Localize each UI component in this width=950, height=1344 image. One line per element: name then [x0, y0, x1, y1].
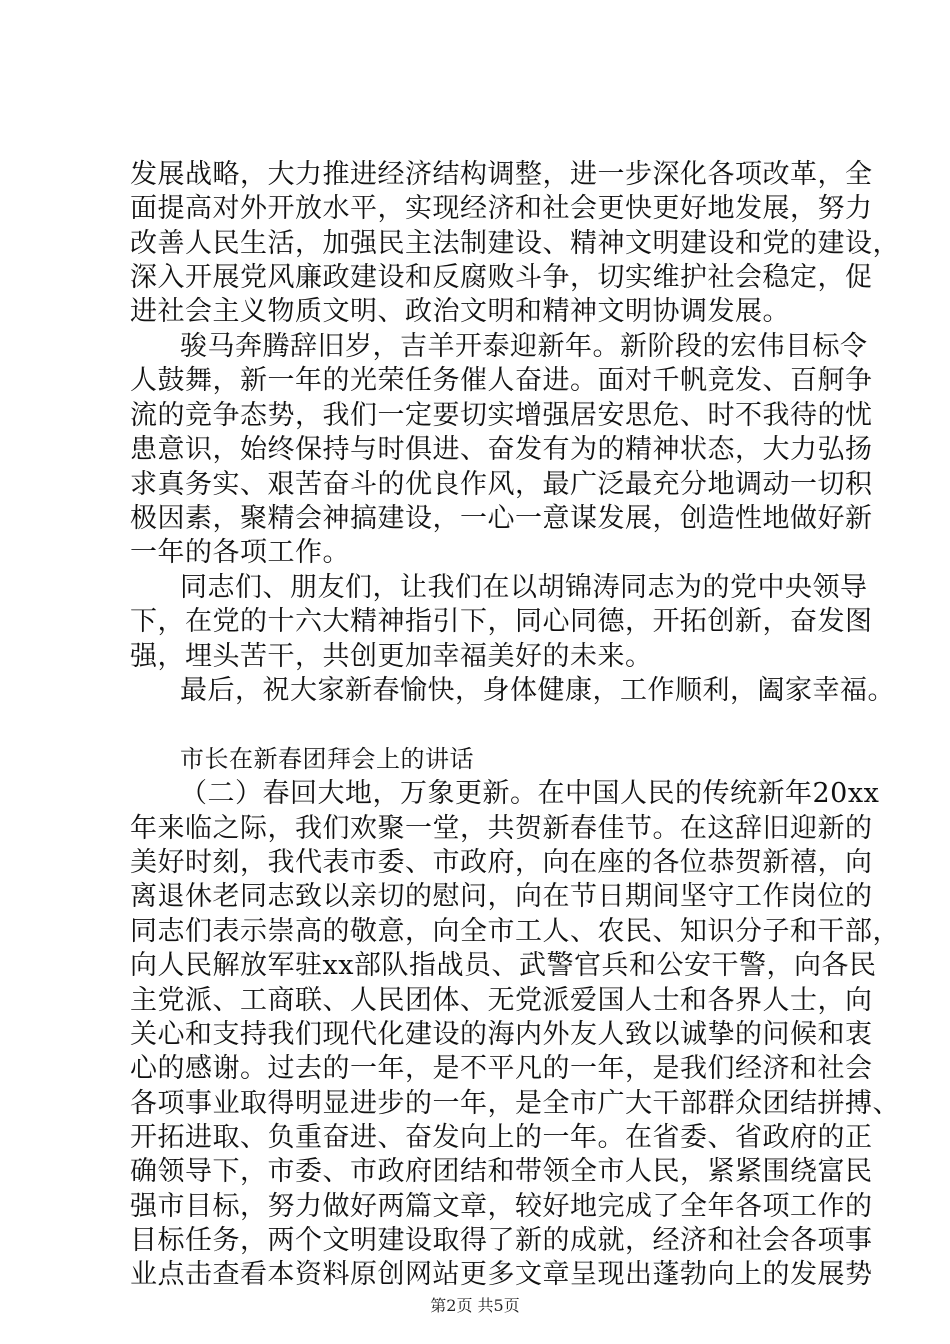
paragraph-line: 极因素，聚精会神搞建设，一心一意谋发展，创造性地做好新	[130, 503, 873, 534]
paragraph-line: 美好时刻，我代表市委、市政府，向在座的各位恭贺新禧，向	[130, 847, 873, 878]
paragraph-line: 骏马奔腾辞旧岁，吉羊开泰迎新年。新阶段的宏伟目标令	[180, 331, 868, 362]
paragraph-line: 改善人民生活，加强民主法制建设、精神文明建设和党的建设，	[130, 228, 900, 259]
paragraph-line: 流的竞争态势，我们一定要切实增强居安思危、时不我待的忧	[130, 400, 873, 431]
paragraph-line: 最后，祝大家新春愉快，身体健康，工作顺利，阖家幸福。	[180, 675, 895, 706]
paragraph-line: 面提高对外开放水平，实现经济和社会更快更好地发展，努力	[130, 193, 873, 224]
paragraph-line: 各项事业取得明显进步的一年，是全市广大干部群众团结拼搏、	[130, 1088, 900, 1119]
paragraph-line: 心的感谢。过去的一年，是不平凡的一年，是我们经济和社会	[130, 1053, 873, 1084]
paragraph-line: 求真务实、艰苦奋斗的优良作风，最广泛最充分地调动一切积	[130, 469, 873, 500]
paragraph-line: 强市目标，努力做好两篇文章，较好地完成了全年各项工作的	[130, 1191, 873, 1222]
paragraph-line: 发展战略，大力推进经济结构调整，进一步深化各项改革，全	[130, 159, 873, 190]
paragraph-line: 下，在党的十六大精神指引下，同心同德，开拓创新，奋发图	[130, 606, 873, 637]
paragraph-line: 关心和支持我们现代化建设的海内外友人致以诚挚的问候和衷	[130, 1019, 873, 1050]
paragraph-line: 主党派、工商联、人民团体、无党派爱国人士和各界人士，向	[130, 985, 873, 1016]
paragraph-line: 年来临之际，我们欢聚一堂，共贺新春佳节。在这辞旧迎新的	[130, 813, 873, 844]
paragraph-line: 强，埋头苦干，共创更加幸福美好的未来。	[130, 641, 653, 672]
paragraph-line: 一年的各项工作。	[130, 537, 350, 568]
paragraph-line: 离退休老同志致以亲切的慰问，向在节日期间坚守工作岗位的	[130, 881, 873, 912]
paragraph-line: 同志们表示崇高的敬意，向全市工人、农民、知识分子和干部，	[130, 916, 900, 947]
paragraph-line: 业点击查看本资料原创网站更多文章呈现出蓬勃向上的发展势	[130, 1259, 873, 1290]
page-number: 第2页 共5页	[430, 1296, 520, 1315]
paragraph-line: 向人民解放军驻xx部队指战员、武警官兵和公安干警，向各民	[130, 950, 877, 981]
paragraph-line: 目标任务，两个文明建设取得了新的成就，经济和社会各项事	[130, 1225, 873, 1256]
paragraph-line: 进社会主义物质文明、政治文明和精神文明协调发展。	[130, 296, 790, 327]
paragraph-line: 患意识，始终保持与时俱进、奋发有为的精神状态，大力弘扬	[130, 434, 873, 465]
section-title: 市长在新春团拜会上的讲话	[180, 745, 474, 773]
paragraph-line: 深入开展党风廉政建设和反腐败斗争，切实维护社会稳定，促	[130, 262, 873, 293]
paragraph-line: 同志们、朋友们，让我们在以胡锦涛同志为的党中央领导	[180, 572, 868, 603]
paragraph-line: 确领导下，市委、市政府团结和带领全市人民，紧紧围绕富民	[130, 1156, 873, 1187]
paragraph-line: 开拓进取、负重奋进、奋发向上的一年。在省委、省政府的正	[130, 1122, 873, 1153]
paragraph-line: 人鼓舞，新一年的光荣任务催人奋进。面对千帆竞发、百舸争	[130, 365, 873, 396]
paragraph-line: （二）春回大地，万象更新。在中国人民的传统新年20xx	[180, 778, 880, 809]
